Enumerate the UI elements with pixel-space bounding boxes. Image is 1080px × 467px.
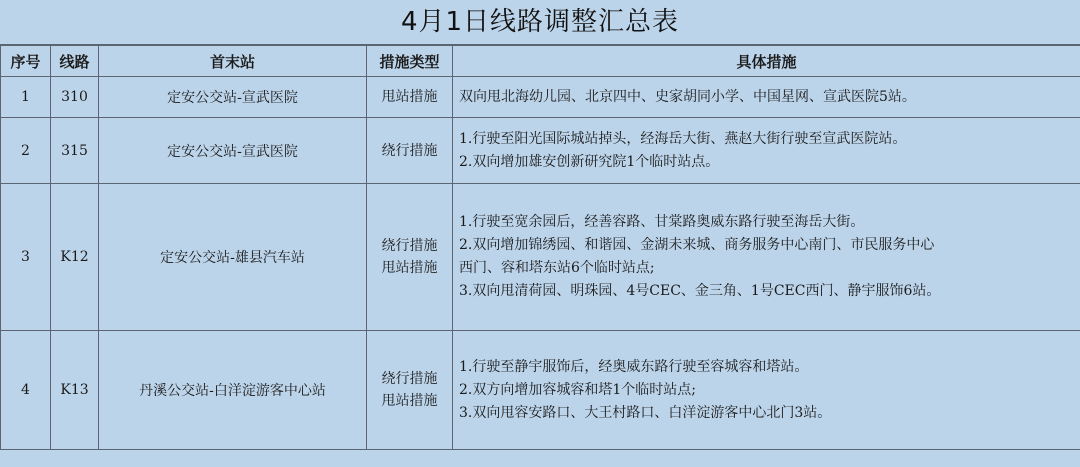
table-row [1, 331, 1080, 450]
header-route: 线路 [51, 46, 99, 77]
table-row [1, 118, 1080, 184]
header-stations: 首末站 [99, 46, 367, 77]
row-route: K13 [51, 331, 99, 450]
table-row [1, 77, 1080, 118]
detail-line: 1.行驶至阳光国际城站掉头，经海岳大街、燕赵大街行驶至宣武医院站。 [459, 130, 907, 147]
type-line: 甩站措施 [381, 260, 438, 276]
type-line: 绕行措施 [381, 142, 438, 159]
row-route: K12 [51, 184, 99, 331]
detail-line: 1.行驶至静宇服饰后，经奥威东路行驶至容城容和塔站。 [459, 358, 809, 375]
row-details [453, 184, 1080, 331]
row-type [367, 118, 453, 184]
type-line: 绕行措施 [381, 238, 438, 254]
header-details: 具体措施 [453, 46, 1080, 77]
row-stations: 定安公交站-宣武医院 [99, 77, 367, 118]
row-no: 4 [1, 331, 51, 450]
header-no: 序号 [1, 46, 51, 77]
row-no: 3 [1, 184, 51, 331]
header-type: 措施类型 [367, 46, 453, 77]
row-stations: 丹溪公交站-白洋淀游客中心站 [99, 331, 367, 450]
detail-line: 2.双向增加锦绣园、和谐园、金湖未来城、商务服务中心南门、市民服务中心 [459, 237, 935, 253]
row-details [453, 331, 1080, 450]
type-line: 绕行措施 [381, 371, 438, 387]
row-type [367, 77, 453, 118]
row-details [453, 77, 1080, 118]
row-route: 315 [51, 118, 99, 184]
row-no: 2 [1, 118, 51, 184]
detail-line: 3.双向甩清荷园、明珠园、4号CEC、金三角、1号CEC西门、静宇服饰6站。 [459, 283, 941, 299]
row-route: 310 [51, 77, 99, 118]
type-line: 甩站措施 [381, 393, 438, 409]
detail-line: 双向甩北海幼儿园、北京四中、史家胡同小学、中国星网、宣武医院5站。 [459, 88, 916, 105]
row-stations: 定安公交站-雄县汽车站 [99, 184, 367, 331]
row-stations: 定安公交站-宣武医院 [99, 118, 367, 184]
type-line: 甩站措施 [381, 89, 438, 105]
table-row [1, 184, 1080, 331]
detail-line: 2.双向增加雄安创新研究院1个临时站点。 [459, 153, 720, 170]
header-row [1, 46, 1080, 77]
detail-line: 西门、容和塔东站6个临时站点; [459, 260, 655, 276]
row-no: 1 [1, 77, 51, 118]
route-adjustment-table [0, 45, 1080, 450]
row-details [453, 118, 1080, 184]
row-type [367, 184, 453, 331]
detail-line: 3.双向甩容安路口、大王村路口、白洋淀游客中心北门3站。 [459, 404, 832, 421]
row-type [367, 331, 453, 450]
detail-line: 2.双方向增加容城容和塔1个临时站点; [459, 381, 696, 398]
detail-line: 1.行驶至宽余园后，经善容路、甘棠路奥威东路行驶至海岳大街。 [459, 214, 865, 230]
table-title: 4月1日线路调整汇总表 [0, 0, 1080, 45]
